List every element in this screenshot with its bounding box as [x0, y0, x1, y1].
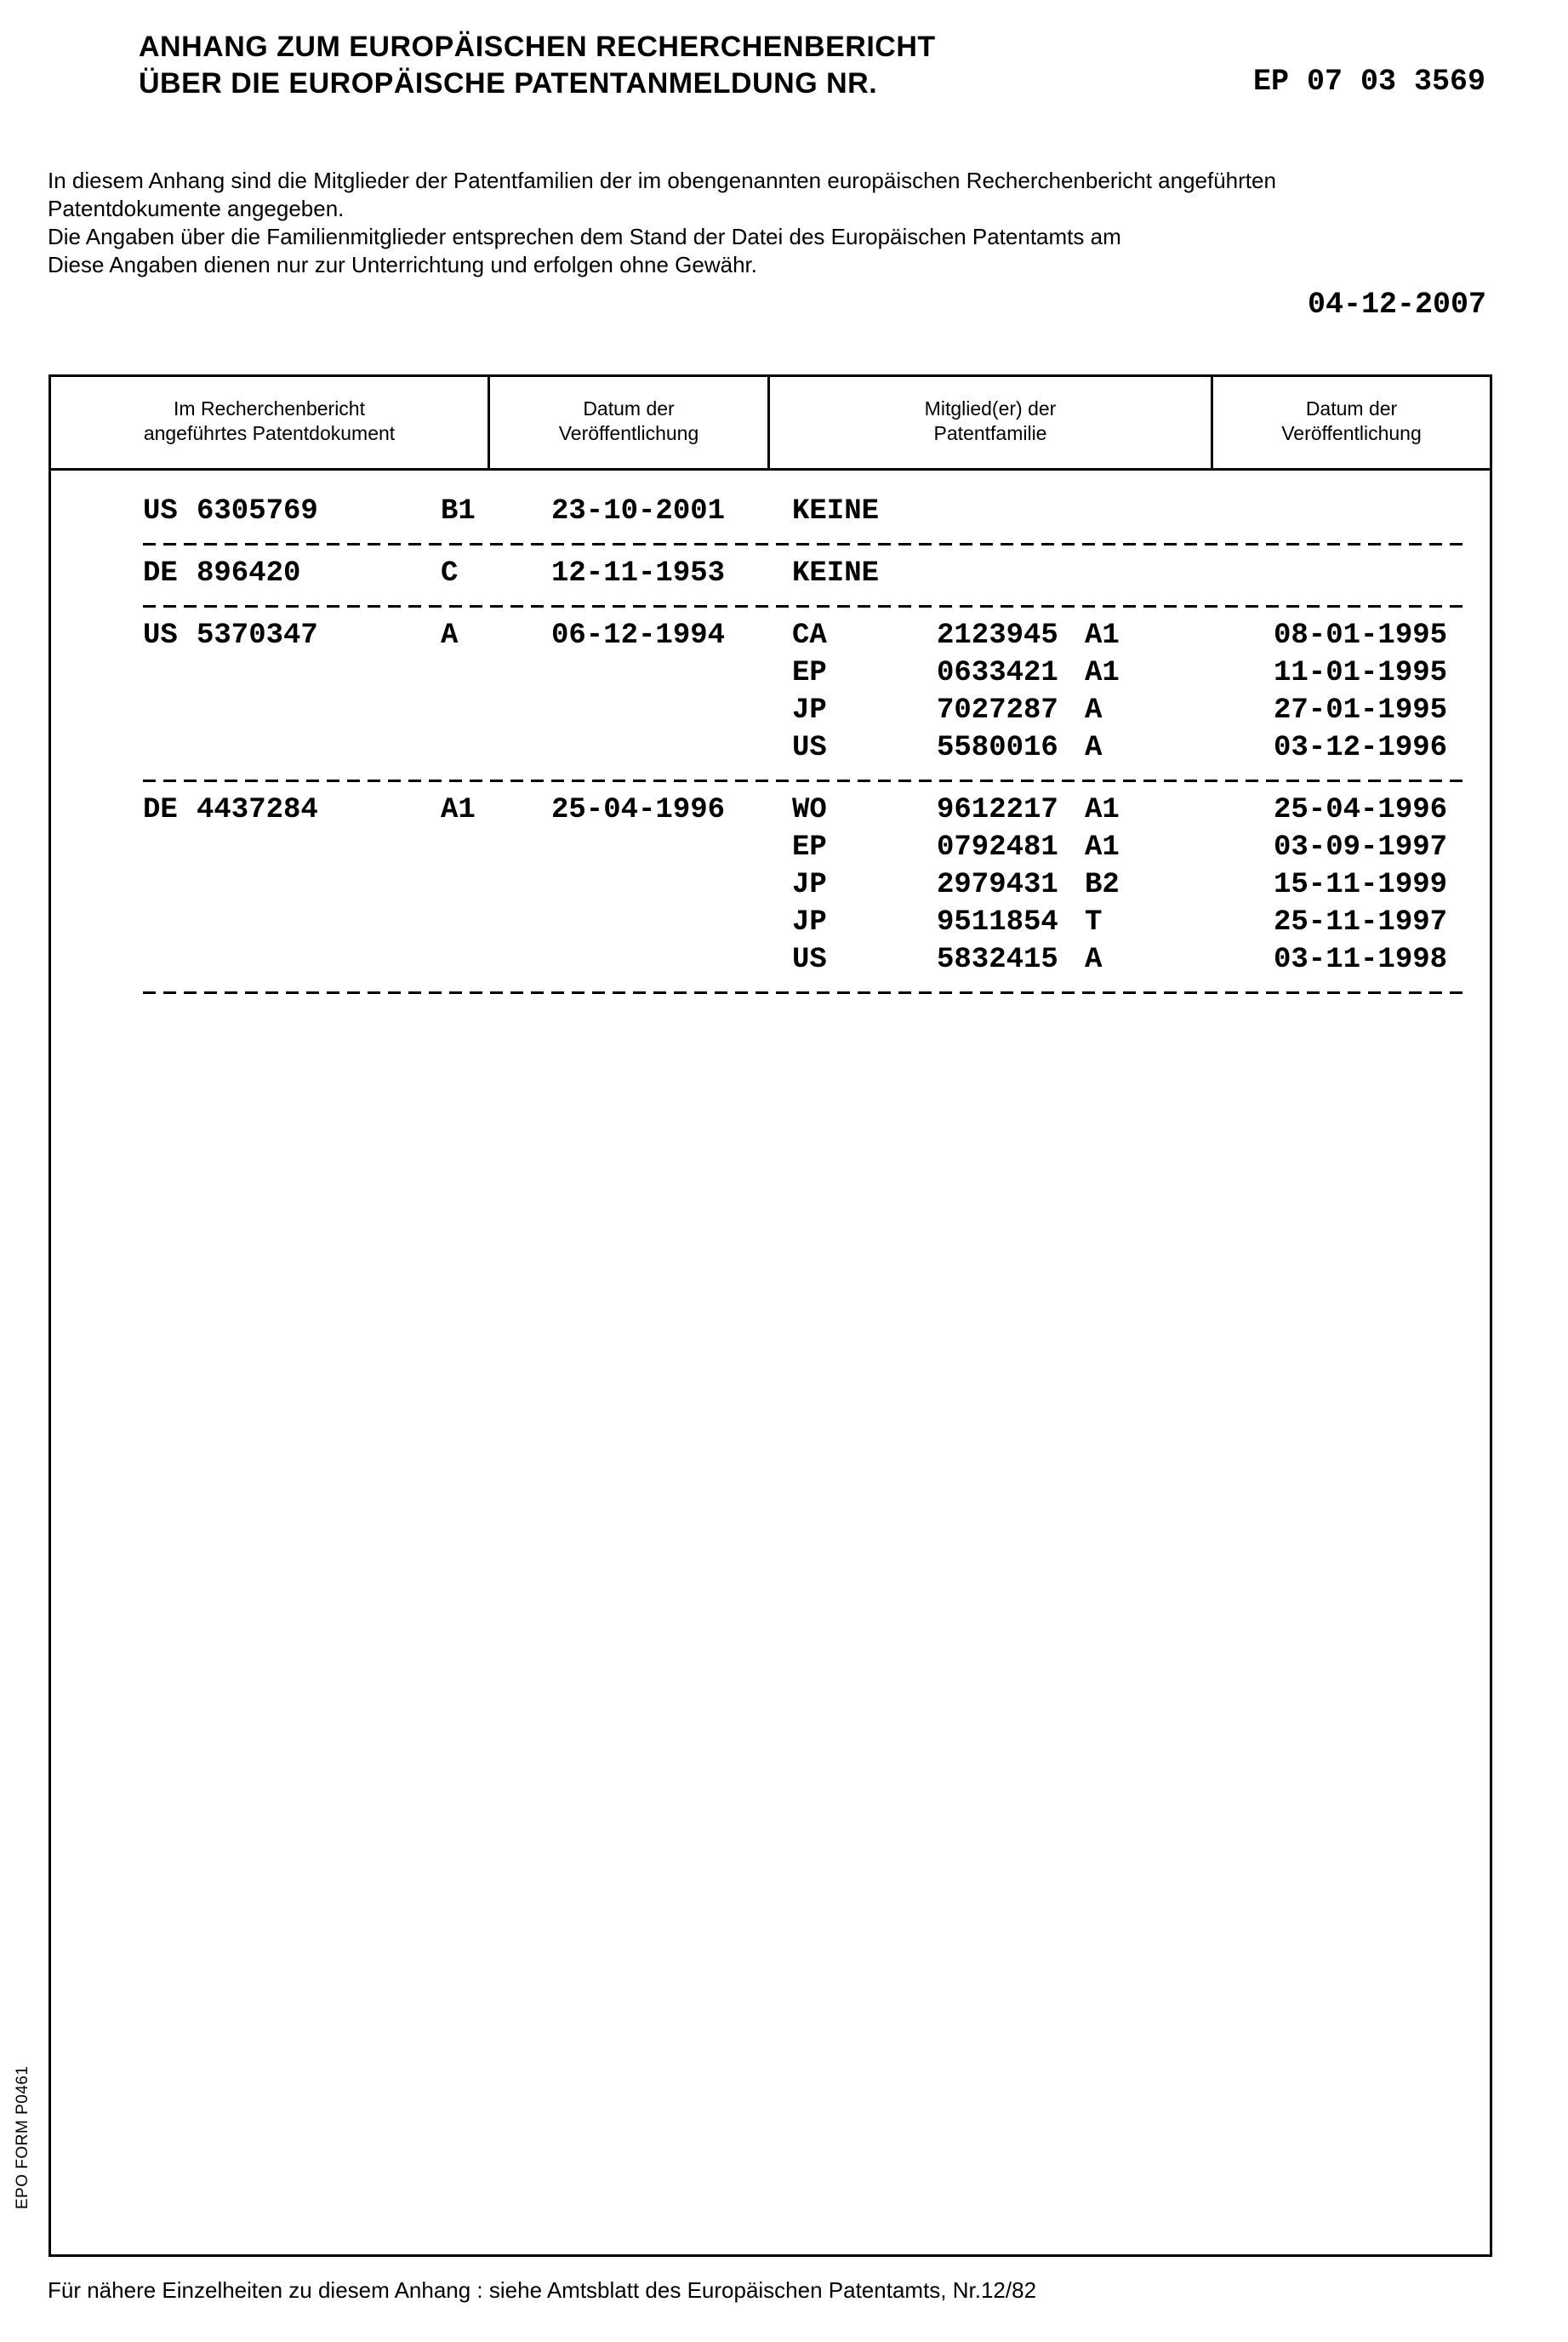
column-header-publication-date	[490, 377, 770, 468]
page-title-line1: ANHANG ZUM EUROPÄISCHEN RECHERCHENBERICHT	[139, 31, 936, 63]
table-row	[51, 557, 1490, 608]
cited-kind-code: A	[441, 620, 459, 652]
intro-line: Die Angaben über die Familienmitglieder entsprechen dem Stand der Datei des Europäischen Patentamts am	[48, 224, 1121, 249]
family-country: EP	[792, 831, 827, 864]
cited-number: 4437284	[197, 794, 318, 826]
family-country: JP	[792, 694, 827, 727]
family-country: KEINE	[792, 495, 880, 528]
epo-form-number: EPO FORM P0461	[14, 2065, 31, 2209]
table-header	[51, 377, 1490, 471]
page-title-line2: ÜBER DIE EUROPÄISCHE PATENTANMELDUNG NR.	[139, 67, 878, 100]
family-country: EP	[792, 657, 827, 689]
family-kind-code: B2	[1085, 869, 1120, 901]
table-line	[51, 620, 1490, 657]
column-header-line: Veröffentlichung	[558, 422, 699, 444]
family-number: 5832415	[937, 944, 1058, 976]
page-title	[139, 29, 936, 102]
cited-kind-code: C	[441, 557, 459, 590]
cited-country: DE	[143, 794, 178, 826]
patent-family-table	[48, 374, 1492, 2257]
family-number: 2123945	[937, 620, 1058, 652]
family-kind-code: A	[1085, 944, 1103, 976]
row-separator	[143, 991, 1470, 994]
family-country: US	[792, 944, 827, 976]
family-number: 5580016	[937, 732, 1058, 764]
table-row	[51, 620, 1490, 782]
table-line	[51, 794, 1490, 831]
family-number: 2979431	[937, 869, 1058, 901]
table-line	[51, 694, 1490, 732]
column-header-family-publication-date	[1213, 377, 1490, 468]
table-row	[51, 794, 1490, 994]
family-number: 0792481	[937, 831, 1058, 864]
family-publication-date: 25-11-1997	[1274, 906, 1448, 939]
column-header-line: Datum der	[1305, 397, 1398, 420]
column-header-line: Datum der	[583, 397, 675, 420]
cited-publication-date: 12-11-1953	[551, 557, 726, 590]
table-line	[51, 869, 1490, 906]
intro-paragraph	[48, 167, 1494, 279]
family-country: WO	[792, 794, 827, 826]
application-number: EP 07 03 3569	[1253, 65, 1486, 99]
table-line	[51, 495, 1490, 533]
family-number: 9612217	[937, 794, 1058, 826]
family-publication-date: 03-09-1997	[1274, 831, 1448, 864]
family-publication-date: 15-11-1999	[1274, 869, 1448, 901]
family-country: KEINE	[792, 557, 880, 590]
footer-note: Für nähere Einzelheiten zu diesem Anhang : siehe Amtsblatt des Europäischen Patentamts, Nr.12/82	[48, 2277, 1037, 2303]
column-header-line: Mitglied(er) der	[924, 397, 1057, 420]
family-kind-code: A1	[1085, 657, 1120, 689]
family-kind-code: A	[1085, 694, 1103, 727]
row-separator	[143, 543, 1470, 546]
row-separator	[143, 605, 1470, 608]
family-country: JP	[792, 906, 827, 939]
cited-number: 6305769	[197, 495, 318, 528]
family-kind-code: A	[1085, 732, 1103, 764]
table-line	[51, 657, 1490, 694]
file-status-date: 04-12-2007	[1307, 288, 1486, 322]
column-header-line: Im Recherchenbericht	[174, 397, 365, 420]
family-kind-code: A1	[1085, 620, 1120, 652]
cited-country: US	[143, 620, 178, 652]
family-number: 9511854	[937, 906, 1058, 939]
cited-number: 5370347	[197, 620, 318, 652]
family-publication-date: 11-01-1995	[1274, 657, 1448, 689]
cited-country: DE	[143, 557, 178, 590]
table-line	[51, 557, 1490, 595]
family-country: US	[792, 732, 827, 764]
family-publication-date: 03-11-1998	[1274, 944, 1448, 976]
column-header-family-members	[770, 377, 1213, 468]
family-country: CA	[792, 620, 827, 652]
family-publication-date: 08-01-1995	[1274, 620, 1448, 652]
column-header-cited-document	[51, 377, 490, 468]
cited-publication-date: 06-12-1994	[551, 620, 726, 652]
family-publication-date: 03-12-1996	[1274, 732, 1448, 764]
family-publication-date: 25-04-1996	[1274, 794, 1448, 826]
table-body	[51, 473, 1490, 1006]
cited-publication-date: 23-10-2001	[551, 495, 726, 528]
table-line	[51, 944, 1490, 981]
family-number: 7027287	[937, 694, 1058, 727]
column-header-line: angeführtes Patentdokument	[143, 422, 396, 444]
family-kind-code: T	[1085, 906, 1103, 939]
family-kind-code: A1	[1085, 794, 1120, 826]
family-publication-date: 27-01-1995	[1274, 694, 1448, 727]
intro-line: In diesem Anhang sind die Mitglieder der Patentfamilien der im obengenannten europäischen Recherchenbericht angeführten	[48, 168, 1276, 193]
cited-country: US	[143, 495, 178, 528]
family-country: JP	[792, 869, 827, 901]
table-line	[51, 732, 1490, 769]
row-separator	[143, 780, 1470, 782]
intro-line: Diese Angaben dienen nur zur Unterrichtung und erfolgen ohne Gewähr.	[48, 252, 758, 277]
cited-kind-code: B1	[441, 495, 476, 528]
intro-line: Patentdokumente angegeben.	[48, 196, 345, 221]
family-kind-code: A1	[1085, 831, 1120, 864]
table-line	[51, 831, 1490, 869]
cited-number: 896420	[197, 557, 301, 590]
column-header-line: Patentfamilie	[933, 422, 1047, 444]
cited-publication-date: 25-04-1996	[551, 794, 726, 826]
family-number: 0633421	[937, 657, 1058, 689]
column-header-line: Veröffentlichung	[1281, 422, 1422, 444]
table-line	[51, 906, 1490, 944]
cited-kind-code: A1	[441, 794, 476, 826]
table-row	[51, 495, 1490, 546]
